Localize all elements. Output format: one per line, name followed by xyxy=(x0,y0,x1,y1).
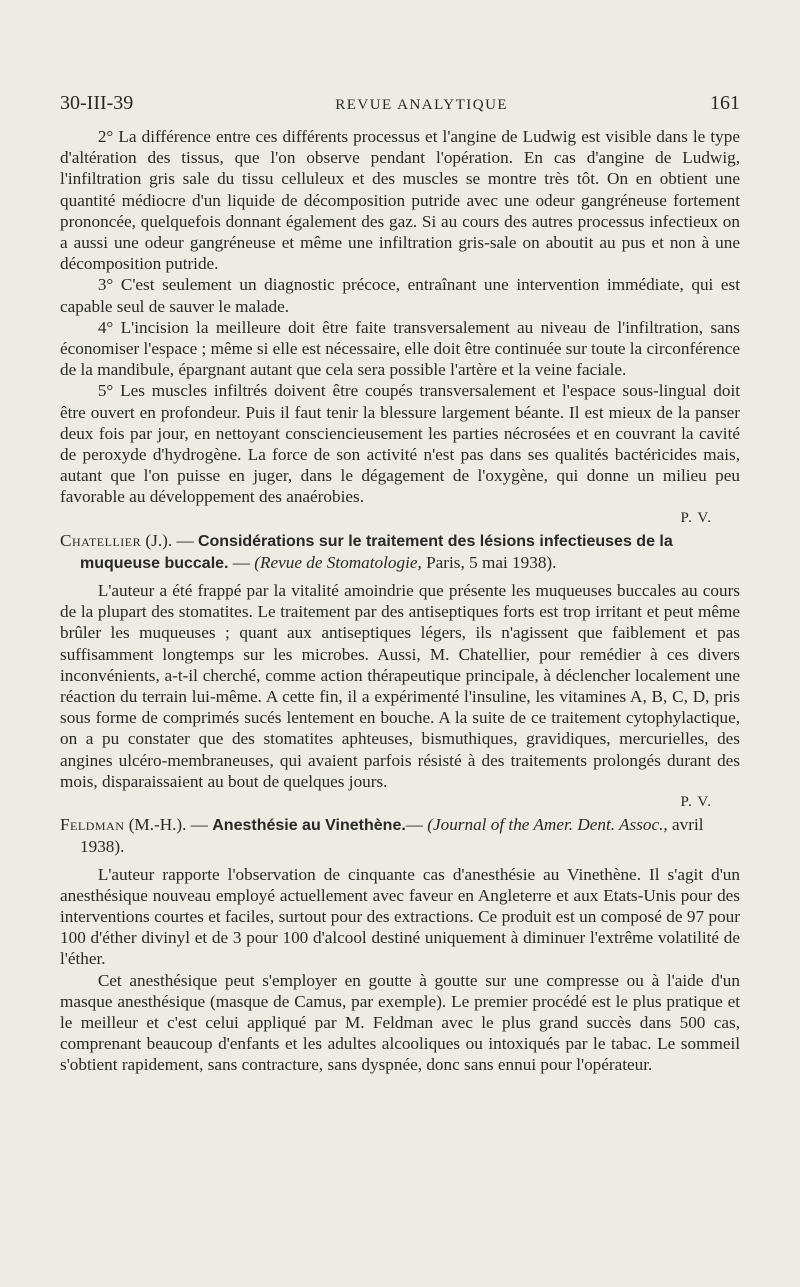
author-name: Feldman xyxy=(60,815,125,835)
paragraph: 4° L'incision la meilleure doit être faite transversalement au niveau de l'infiltration, sans économiser l'espace ; même si elle est nécessaire, elle doit être continuée sur toute la circonférence de la mandibule, épargnant autant que cela sera possible l'artère et la veine faciale. xyxy=(60,317,740,380)
journal-source: (Journal of the Amer. Dent. Assoc., xyxy=(427,815,668,835)
bibliographic-entry xyxy=(60,530,740,574)
signature: P. V. xyxy=(680,509,712,526)
running-title: REVUE ANALYTIQUE xyxy=(335,97,509,113)
author-name: Chatellier xyxy=(60,530,142,550)
running-header xyxy=(60,92,740,126)
paragraph: L'auteur a été frappé par la vitalité amoindrie que présente les muqueuses buccales au cours de la plupart des stomatites. Le traitement par des antiseptiques forts est trop irritant et peut même brûler les muqueuses ; quant aux antiseptiques légers, ils n'agissent que faiblement et pas suffisamment longtemps sur les microbes. Aussi, M. Chatellier, pour remédier à ces divers inconvénients, a-t-il cherché, comme action thérapeutique principale, à déclencher localement une réaction du terrain lui-même. A cette fin, il a expérimenté l'insuline, les vitamines A, B, C, D, pris sous forme de comprimés sucés lentement en bouche. A la suite de ce traitement cytophylactique, on a pu constater que des stomatites aphteuses, bismuthiques, gravidiques, mercurielles, des angines ulcéro-membraneuses, qui avaient parfois résisté à des traitements prolongés durant des mois, disparaissaient au bout de quelques jours. xyxy=(60,581,740,791)
bibliographic-entry xyxy=(60,814,740,857)
author-initials: (M.-H.). — xyxy=(128,815,208,835)
journal-details: Paris, 5 mai 1938). xyxy=(426,552,557,572)
author-initials: (J.). — xyxy=(145,530,194,550)
signature: P. V. xyxy=(680,794,712,811)
article-chatellier xyxy=(60,530,740,812)
dash: — xyxy=(405,815,423,835)
paragraph: 3° C'est seulement un diagnostic précoce, entraînant une intervention immédiate, qui est capable seul de sauver le malade. xyxy=(60,275,740,316)
journal-source: (Revue de Stomatologie, xyxy=(254,552,422,572)
article-ludwig-angina xyxy=(60,126,740,528)
article-feldman xyxy=(60,814,740,1075)
paragraph: 5° Les muscles infiltrés doivent être coupés transversalement et l'espace sous-lingual doit être ouvert en profondeur. Puis il faut tenir la blessure largement béante. Il est mieux de la panser deux fois par jour, en nettoyant consciencieusement les parties nécrosées et en couvrant la cavité de peroxyde d'hydrogène. La force de son activité n'est pas dans ses qualités bactéricides mais, autant que l'on puisse en juger, dans le dégagement de l'oxygène, qui donne un milieu peu favorable au développement des anaérobies. xyxy=(60,381,740,507)
article-title: Considérations sur le traitement des lésions infectieuses de la muqueuse buccale. xyxy=(80,532,673,572)
paragraph: L'auteur rapporte l'observation de cinquante cas d'anesthésie au Vinethène. Il s'agit d'un anesthésique nouveau employé actuellement avec faveur en Angleterre et aux Etats-Unis pour des interventions courtes et faciles, surtout pour des extractions. Ce produit est un composé de 97 pour 100 d'éther divinyl et de 3 pour 100 d'alcool destiné uniquement à diminuer l'extrême volatilité de l'éther. xyxy=(60,864,740,969)
page-number: 161 xyxy=(710,92,740,114)
dash: — xyxy=(232,552,250,572)
paragraph: 2° La différence entre ces différents processus et l'angine de Ludwig est visible dans le type d'altération des tissus, que l'on observe pendant l'opération. En cas d'angine de Ludwig, l'infiltration gris sale du tissu celluleux et des muscles se montre très tôt. On en obtient une quantité médiocre d'un liquide de décomposition putride avec une odeur gangréneuse fortement prononcée, quelquefois donnant également des gaz. Si au cours des autres processus infectieux on a aussi une odeur gangréneuse et même une infiltration gris-sale on aboutit au pus et non à une décomposition putride. xyxy=(60,127,740,274)
journal-details: avril 1938). xyxy=(80,815,704,857)
article-title: Anesthésie au Vinethène. xyxy=(212,817,406,835)
issue-date: 30-III-39 xyxy=(60,92,134,114)
paragraph: Cet anesthésique peut s'employer en goutte à goutte sur une compresse ou à l'aide d'un masque anesthésique (masque de Camus, par exemple). Le premier procédé est le plus pratique et le meilleur et c'est celui appliqué par M. Feldman avec le plus grand succès dans 500 cas, comprenant beaucoup d'enfants et les adultes alcooliques ou intoxiqués par le tabac. Le sommeil s'obtient rapidement, sans contracture, sans dyspnée, donc sans ennui pour l'opérateur. xyxy=(60,970,740,1075)
